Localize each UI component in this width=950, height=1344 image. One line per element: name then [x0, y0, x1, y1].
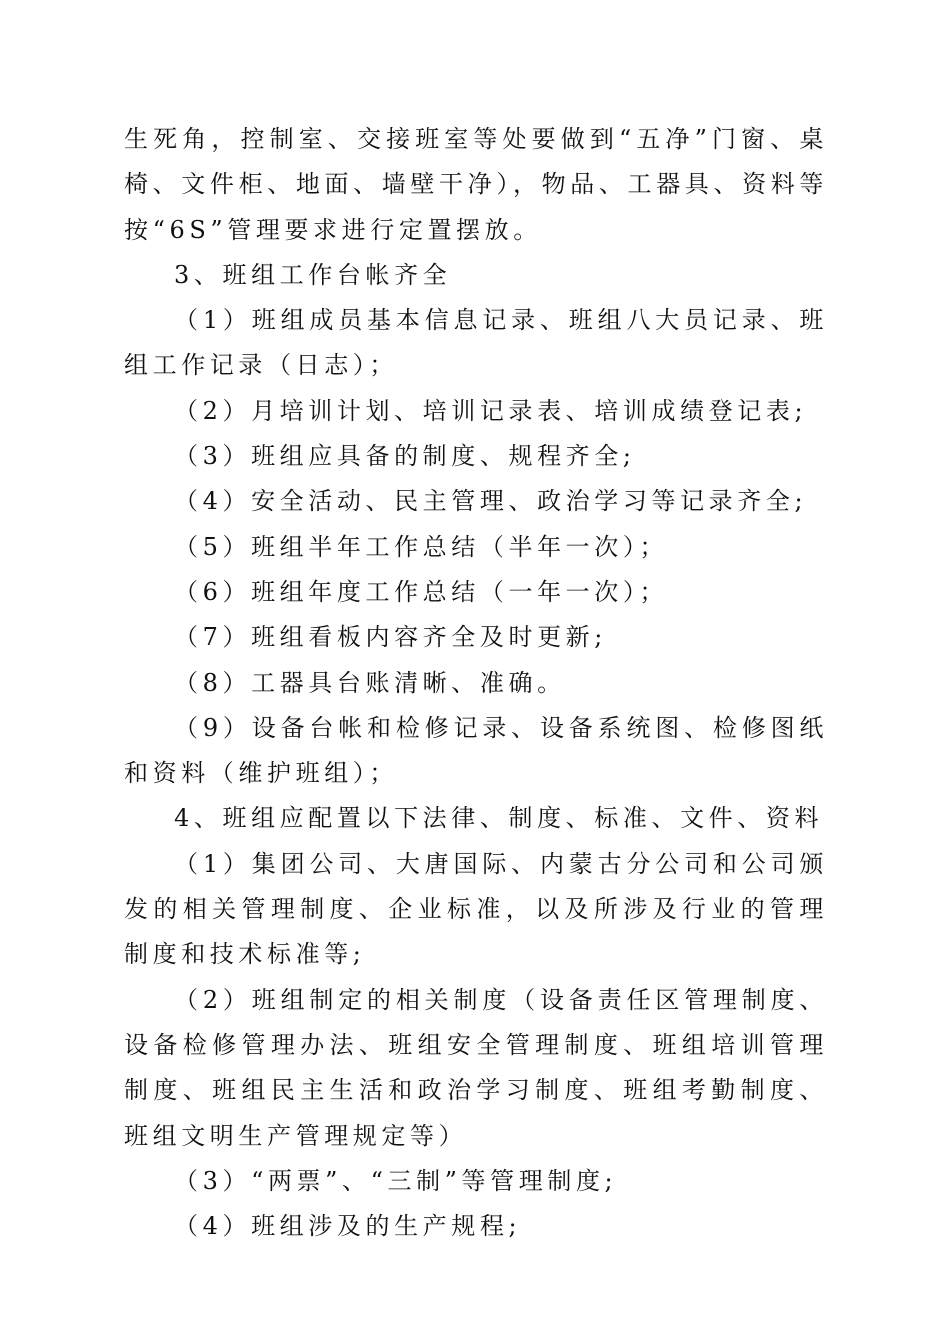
list-item: （3）“两票”、“三制”等管理制度;	[174, 1166, 618, 1195]
list-item: （5）班组半年工作总结（半年一次）；	[174, 532, 669, 561]
paragraph-continuation: 生死角，控制室、交接班室等处要做到“五净”门窗、桌椅、文件柜、地面、墙壁干净），物品、工器具、资料等按“6S”管理要求进行定置摆放。	[124, 125, 828, 244]
list-item: （3）班组应具备的制度、规程齐全;	[174, 442, 636, 471]
section-heading-4: 4、班组应配置以下法律、制度、标准、文件、资料	[174, 804, 824, 833]
list-item: （4）班组涉及的生产规程;	[174, 1212, 522, 1241]
list-item: （1）集团公司、大唐国际、内蒙古分公司和公司颁发的相关管理制度、企业标准，以及所涉及行业的管理制度和技术标准等;	[124, 849, 828, 969]
list-item: （2）月培训计划、培训记录表、培训成绩登记表;	[174, 396, 808, 425]
list-item: （1）班组成员基本信息记录、班组八大员记录、班组工作记录（日志）；	[124, 306, 828, 380]
list-item: （4）安全活动、民主管理、政治学习等记录齐全;	[174, 487, 808, 516]
list-item: （8）工器具台账清晰、准确。	[174, 668, 566, 697]
document-body	[124, 117, 828, 1249]
list-item: （6）班组年度工作总结（一年一次）；	[174, 577, 669, 606]
list-item: （9）设备台帐和检修记录、设备系统图、检修图纸和资料（维护班组）；	[124, 713, 828, 788]
list-item: （2）班组制定的相关制度（设备责任区管理制度、设备检修管理办法、班组安全管理制度、班组培训管理制度、班组民主生活和政治学习制度、班组考勤制度、班组文明生产管理规定等）	[124, 985, 828, 1150]
list-item: （7）班组看板内容齐全及时更新;	[174, 623, 607, 652]
section-heading-3: 3、班组工作台帐齐全	[174, 260, 452, 289]
